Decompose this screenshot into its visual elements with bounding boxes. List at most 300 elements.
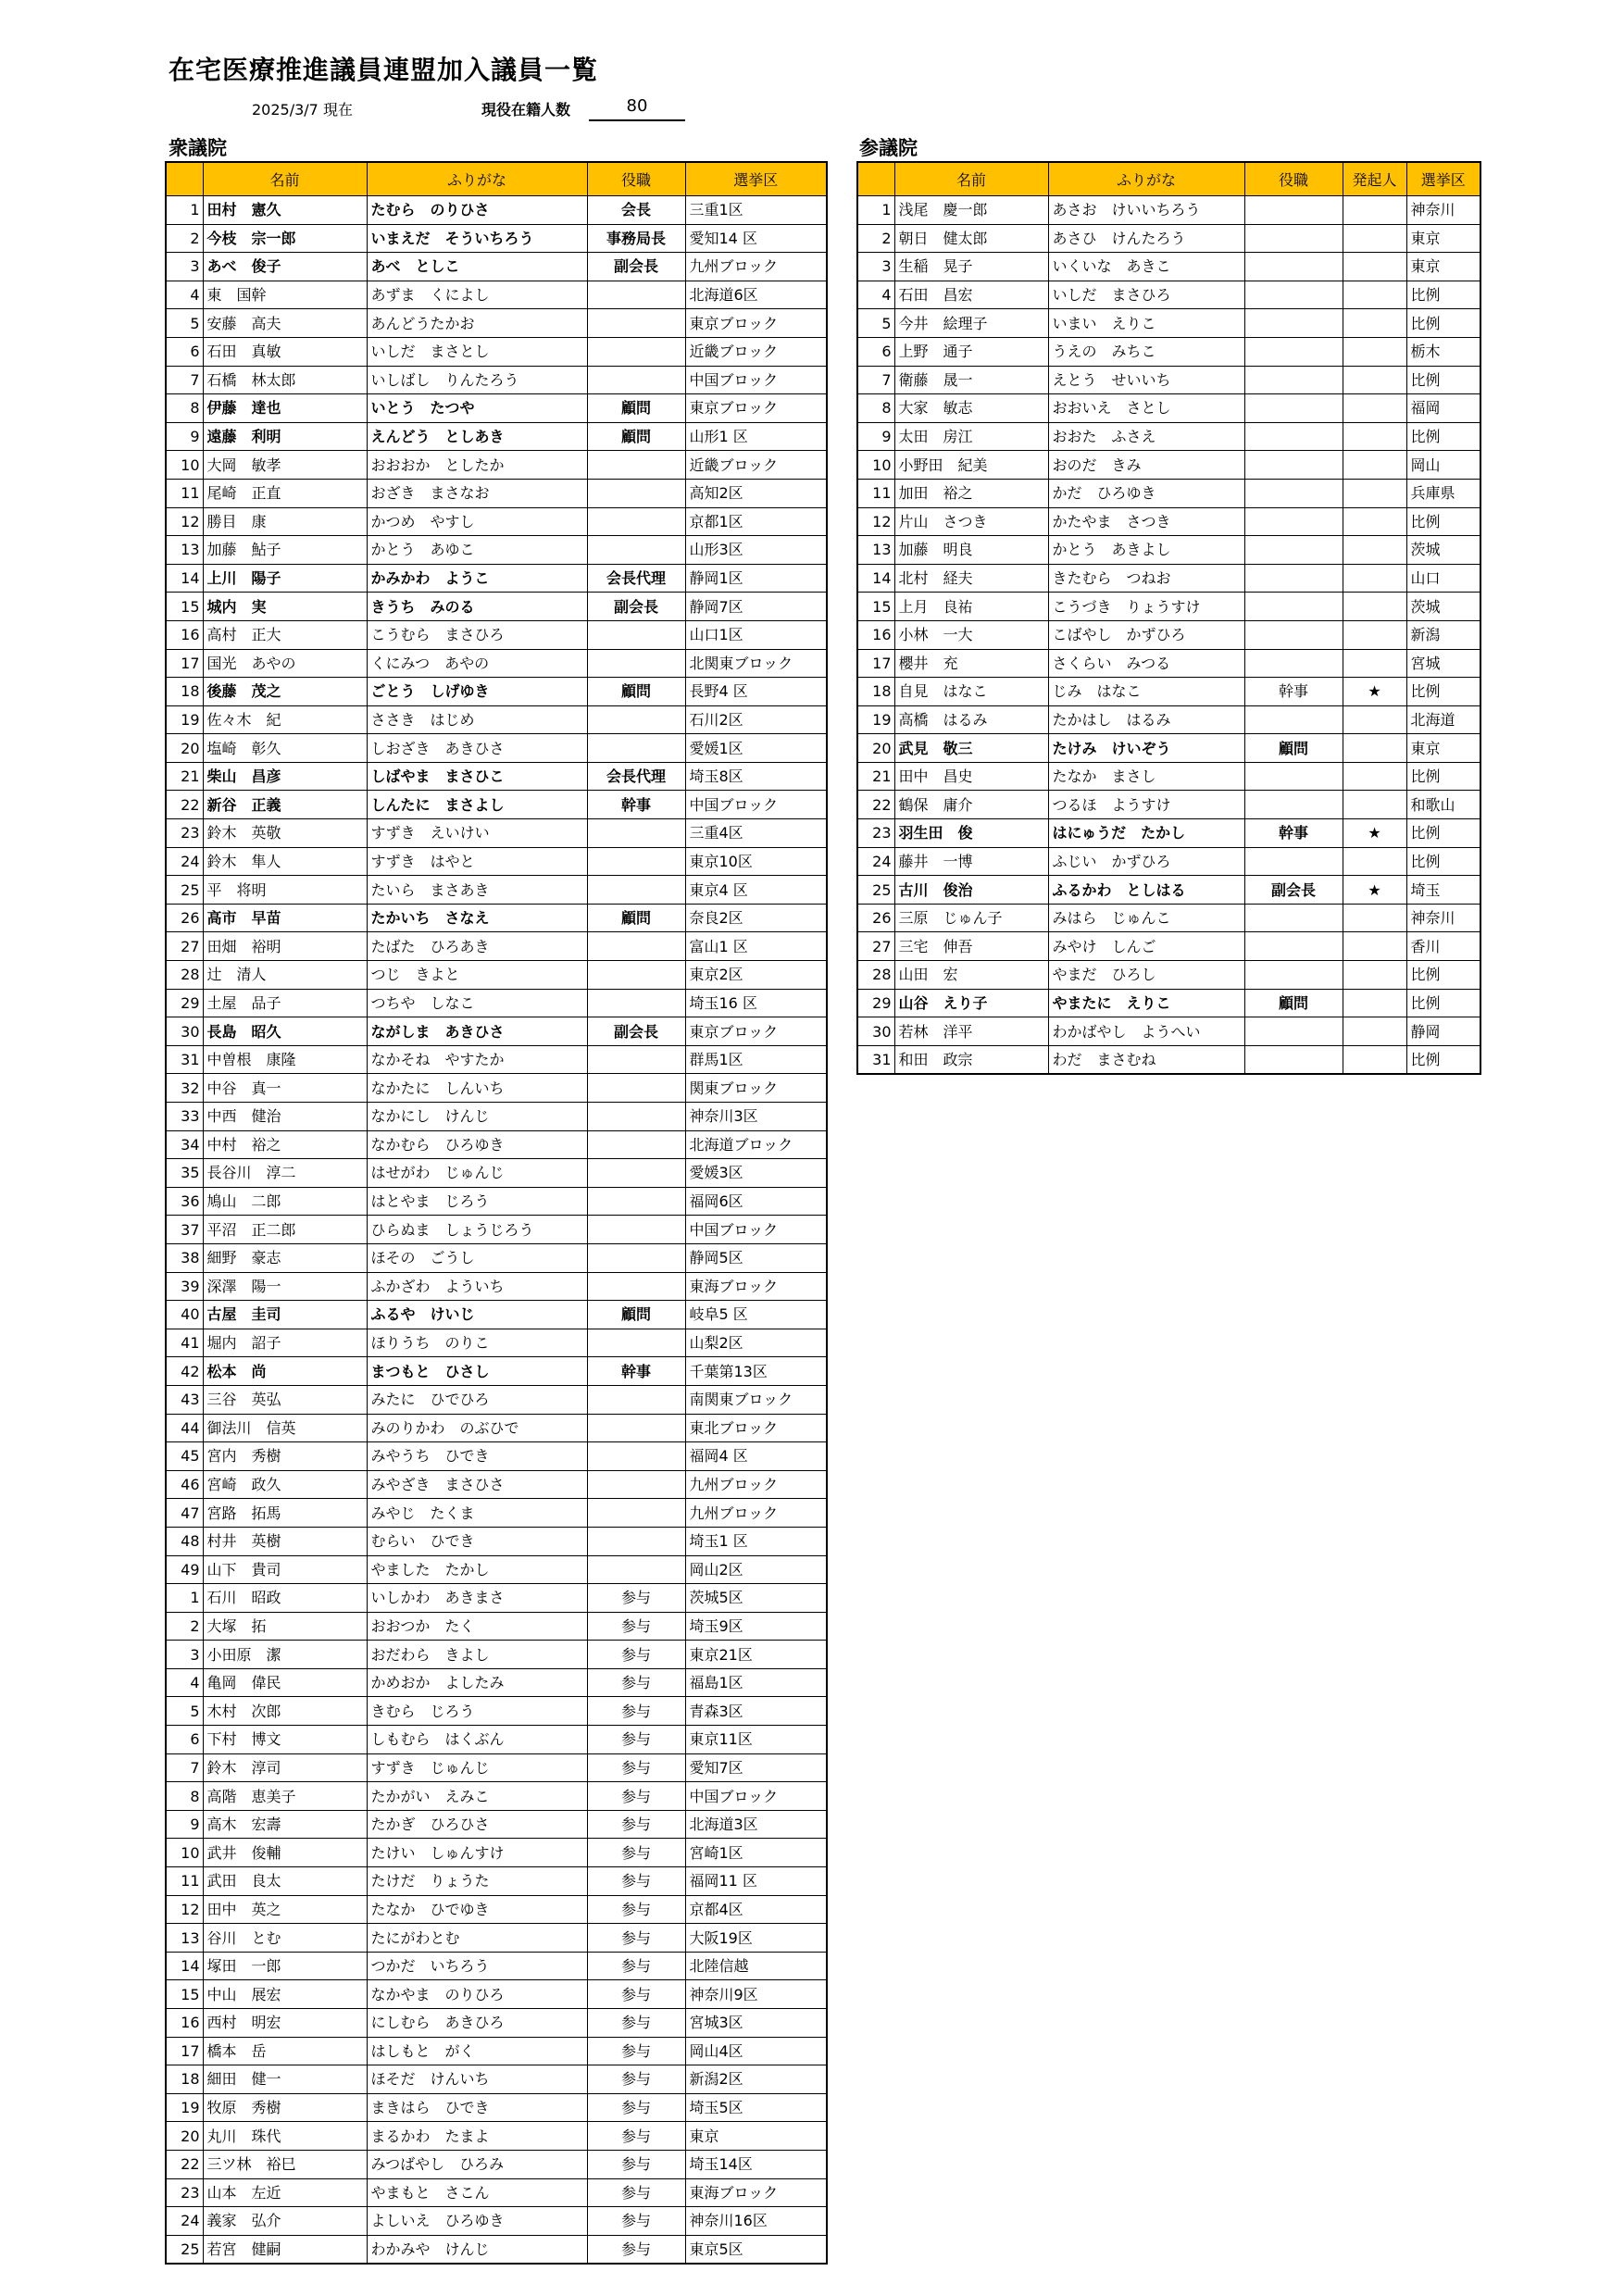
as-of-date: 2025/3/7 現在 <box>252 101 353 119</box>
table-row <box>166 1017 827 1046</box>
cell-name: 塩崎 彰久 <box>203 734 367 763</box>
cell-founder <box>1343 1017 1406 1046</box>
cell-kana: しおざき あきひさ <box>367 734 587 763</box>
cell-name: 上川 陽子 <box>203 564 367 593</box>
cell-role: 参与 <box>587 1612 685 1641</box>
cell-district: 比例 <box>1406 762 1480 791</box>
cell-role: 顧問 <box>587 904 685 932</box>
cell-district: 愛媛3区 <box>685 1159 827 1188</box>
table-row <box>857 394 1480 423</box>
cell-name: 細田 健一 <box>203 2065 367 2094</box>
cell-kana: たなか まさし <box>1048 762 1244 791</box>
cell-name: 櫻井 充 <box>894 649 1048 678</box>
cell-district: 北海道6区 <box>685 281 827 309</box>
cell-role: 会長代理 <box>587 564 685 593</box>
cell-kana: ごとう しげゆき <box>367 678 587 706</box>
cell-role <box>587 1499 685 1528</box>
cell-district: 群馬1区 <box>685 1045 827 1074</box>
cell-district: 神奈川 <box>1406 904 1480 932</box>
cell-no: 7 <box>166 1753 203 1782</box>
cell-kana: みたに ひでひろ <box>367 1385 587 1414</box>
cell-role <box>1244 1045 1343 1074</box>
table-row <box>166 2037 827 2065</box>
cell-no: 16 <box>166 2009 203 2038</box>
cell-name: あべ 俊子 <box>203 253 367 281</box>
cell-district: 静岡7区 <box>685 593 827 621</box>
cell-no: 4 <box>857 281 894 309</box>
cell-district: 埼玉14区 <box>685 2150 827 2178</box>
table-row <box>166 1159 827 1188</box>
cell-name: 武田 良太 <box>203 1867 367 1896</box>
cell-name: 鶴保 庸介 <box>894 791 1048 819</box>
cell-district: 福島1区 <box>685 1668 827 1697</box>
cell-role <box>1244 705 1343 734</box>
cell-no: 27 <box>166 932 203 961</box>
table-row <box>857 989 1480 1017</box>
table-row <box>166 1414 827 1442</box>
table-row <box>857 678 1480 706</box>
table-row <box>166 479 827 507</box>
cell-role <box>587 1470 685 1499</box>
table-row <box>857 819 1480 848</box>
cell-founder <box>1343 224 1406 253</box>
cell-kana: あさお けいいちろう <box>1048 196 1244 225</box>
cell-role <box>587 1555 685 1584</box>
cell-name: 三原 じゅん子 <box>894 904 1048 932</box>
cell-name: 朝日 健太郎 <box>894 224 1048 253</box>
cell-kana: みはら じゅんこ <box>1048 904 1244 932</box>
cell-role: 幹事 <box>1244 819 1343 848</box>
cell-role <box>587 932 685 961</box>
cell-role <box>587 1074 685 1103</box>
cell-name: 石川 昭政 <box>203 1584 367 1613</box>
cell-role <box>1244 620 1343 649</box>
cell-no: 24 <box>857 847 894 876</box>
cell-role <box>1244 847 1343 876</box>
cell-name: 太田 房江 <box>894 422 1048 451</box>
cell-no: 2 <box>166 1612 203 1641</box>
table-row <box>166 2122 827 2151</box>
cell-name: 長谷川 淳二 <box>203 1159 367 1188</box>
table-row <box>166 876 827 905</box>
table-row <box>166 1045 827 1074</box>
cell-kana: くにみつ あやの <box>367 649 587 678</box>
cell-kana: やまたに えりこ <box>1048 989 1244 1017</box>
cell-name: 長島 昭久 <box>203 1017 367 1046</box>
cell-role <box>587 507 685 536</box>
table-row <box>166 1074 827 1103</box>
cell-district: 新潟 <box>1406 620 1480 649</box>
cell-name: 亀岡 偉民 <box>203 1668 367 1697</box>
cell-role: 参与 <box>587 1726 685 1754</box>
cell-district: 東京 <box>1406 253 1480 281</box>
table-row <box>166 1499 827 1528</box>
member-count-value: 80 <box>589 96 685 121</box>
cell-district: 山口1区 <box>685 620 827 649</box>
table-row <box>857 507 1480 536</box>
cell-no: 3 <box>857 253 894 281</box>
cell-district: 比例 <box>1406 507 1480 536</box>
cell-district: 山形3区 <box>685 536 827 565</box>
cell-role: 幹事 <box>587 791 685 819</box>
cell-name: 後藤 茂之 <box>203 678 367 706</box>
cell-no: 4 <box>166 1668 203 1697</box>
cell-district: 静岡5区 <box>685 1243 827 1272</box>
cell-no: 15 <box>857 593 894 621</box>
cell-role: 参与 <box>587 2065 685 2094</box>
cell-name: 山田 宏 <box>894 961 1048 990</box>
cell-role <box>587 366 685 394</box>
cell-role <box>1244 394 1343 423</box>
cell-name: 石田 真敏 <box>203 337 367 366</box>
table-row <box>166 281 827 309</box>
cell-name: 若宮 健嗣 <box>203 2235 367 2264</box>
header-district: 選挙区 <box>685 162 827 196</box>
cell-no: 32 <box>166 1074 203 1103</box>
cell-name: 田畑 裕明 <box>203 932 367 961</box>
cell-district: 愛知7区 <box>685 1753 827 1782</box>
cell-name: 土屋 品子 <box>203 989 367 1017</box>
cell-no: 4 <box>166 281 203 309</box>
cell-role <box>1244 791 1343 819</box>
cell-role <box>1244 904 1343 932</box>
cell-name: 上月 良祐 <box>894 593 1048 621</box>
cell-role: 副会長 <box>1244 876 1343 905</box>
table-row <box>857 281 1480 309</box>
cell-district: 三重4区 <box>685 819 827 848</box>
table-row <box>857 1017 1480 1046</box>
table-row <box>166 1527 827 1555</box>
cell-no: 18 <box>857 678 894 706</box>
cell-district: 東京4 区 <box>685 876 827 905</box>
cell-kana: やまだ ひろし <box>1048 961 1244 990</box>
cell-kana: あさひ けんたろう <box>1048 224 1244 253</box>
cell-founder <box>1343 281 1406 309</box>
cell-district: 九州ブロック <box>685 1470 827 1499</box>
cell-no: 11 <box>166 479 203 507</box>
cell-role <box>587 1159 685 1188</box>
cell-district: 奈良2区 <box>685 904 827 932</box>
cell-kana: えんどう としあき <box>367 422 587 451</box>
table-row <box>857 734 1480 763</box>
cell-name: 大家 敏志 <box>894 394 1048 423</box>
cell-no: 2 <box>166 224 203 253</box>
cell-kana: やました たかし <box>367 1555 587 1584</box>
cell-kana: はしもと がく <box>367 2037 587 2065</box>
table-row <box>166 309 827 338</box>
cell-district: 青森3区 <box>685 1697 827 1726</box>
cell-kana: さくらい みつる <box>1048 649 1244 678</box>
cell-name: 石橋 林太郎 <box>203 366 367 394</box>
table-row <box>166 2065 827 2094</box>
cell-kana: ながしま あきひさ <box>367 1017 587 1046</box>
cell-role <box>587 1329 685 1357</box>
cell-no: 17 <box>166 649 203 678</box>
cell-kana: かとう あきよし <box>1048 536 1244 565</box>
cell-name: 武井 俊輔 <box>203 1839 367 1867</box>
cell-founder <box>1343 479 1406 507</box>
cell-name: 片山 さつき <box>894 507 1048 536</box>
cell-no: 19 <box>166 2093 203 2122</box>
cell-kana: にしむら あきひろ <box>367 2009 587 2038</box>
cell-district: 富山1 区 <box>685 932 827 961</box>
cell-no: 47 <box>166 1499 203 1528</box>
cell-founder <box>1343 422 1406 451</box>
cell-no: 21 <box>166 762 203 791</box>
cell-kana: みやざき まさひさ <box>367 1470 587 1499</box>
cell-no: 14 <box>166 1952 203 1980</box>
cell-no: 30 <box>166 1017 203 1046</box>
table-row <box>857 224 1480 253</box>
cell-role: 参与 <box>587 1924 685 1953</box>
cell-role <box>587 337 685 366</box>
cell-district: 南関東ブロック <box>685 1385 827 1414</box>
cell-kana: まきはら ひでき <box>367 2093 587 2122</box>
cell-district: 北海道 <box>1406 705 1480 734</box>
cell-role <box>587 847 685 876</box>
cell-district: 福岡11 区 <box>685 1867 827 1896</box>
cell-founder <box>1343 620 1406 649</box>
cell-name: 城内 実 <box>203 593 367 621</box>
table-row <box>166 734 827 763</box>
cell-role: 参与 <box>587 1697 685 1726</box>
cell-district: 比例 <box>1406 847 1480 876</box>
cell-no: 19 <box>857 705 894 734</box>
cell-name: 丸川 珠代 <box>203 2122 367 2151</box>
cell-district: 北関東ブロック <box>685 649 827 678</box>
cell-kana: あずま くによし <box>367 281 587 309</box>
cell-no: 5 <box>166 1697 203 1726</box>
cell-kana: なかむら ひろゆき <box>367 1130 587 1159</box>
cell-name: 平 将明 <box>203 876 367 905</box>
cell-no: 23 <box>166 819 203 848</box>
cell-role <box>587 620 685 649</box>
table-row <box>166 2009 827 2038</box>
cell-no: 39 <box>166 1272 203 1301</box>
cell-kana: はせがわ じゅんじ <box>367 1159 587 1188</box>
cell-no: 31 <box>166 1045 203 1074</box>
cell-name: 国光 あやの <box>203 649 367 678</box>
cell-name: 深澤 陽一 <box>203 1272 367 1301</box>
cell-kana: なかそね やすたか <box>367 1045 587 1074</box>
cell-name: 遠藤 利明 <box>203 422 367 451</box>
cell-name: 中谷 真一 <box>203 1074 367 1103</box>
table-row <box>857 876 1480 905</box>
cell-no: 3 <box>166 1641 203 1669</box>
cell-role: 幹事 <box>1244 678 1343 706</box>
cell-role <box>1244 649 1343 678</box>
cell-kana: はにゅうだ たかし <box>1048 819 1244 848</box>
table-row <box>166 1782 827 1811</box>
cell-no: 7 <box>166 366 203 394</box>
table-row <box>857 451 1480 480</box>
cell-no: 17 <box>166 2037 203 2065</box>
cell-role <box>1244 1017 1343 1046</box>
cell-district: 栃木 <box>1406 337 1480 366</box>
cell-no: 10 <box>166 451 203 480</box>
table-row <box>166 1555 827 1584</box>
table-row <box>857 762 1480 791</box>
table-row <box>857 253 1480 281</box>
cell-kana: すずき えいけい <box>367 819 587 848</box>
cell-no: 31 <box>857 1045 894 1074</box>
table-row <box>857 1045 1480 1074</box>
table-row <box>857 196 1480 225</box>
cell-founder <box>1343 649 1406 678</box>
cell-founder <box>1343 394 1406 423</box>
cell-name: 宮崎 政久 <box>203 1470 367 1499</box>
cell-founder <box>1343 847 1406 876</box>
cell-role: 顧問 <box>1244 989 1343 1017</box>
cell-no: 12 <box>857 507 894 536</box>
cell-district: 埼玉16 区 <box>685 989 827 1017</box>
table-row <box>857 479 1480 507</box>
cell-founder <box>1343 564 1406 593</box>
cell-name: 今枝 宗一郎 <box>203 224 367 253</box>
header-name: 名前 <box>894 162 1048 196</box>
cell-role: 参与 <box>587 2178 685 2207</box>
cell-founder <box>1343 791 1406 819</box>
table-row <box>166 1272 827 1301</box>
cell-name: 大岡 敏孝 <box>203 451 367 480</box>
cell-no: 16 <box>166 620 203 649</box>
cell-district: 福岡 <box>1406 394 1480 423</box>
sangiin-member-table <box>856 161 1481 1075</box>
cell-founder <box>1343 762 1406 791</box>
cell-district: 神奈川 <box>1406 196 1480 225</box>
cell-role <box>1244 762 1343 791</box>
cell-kana: かみかわ ようこ <box>367 564 587 593</box>
cell-kana: うえの みちこ <box>1048 337 1244 366</box>
cell-name: 佐々木 紀 <box>203 705 367 734</box>
cell-district: 九州ブロック <box>685 1499 827 1528</box>
cell-no: 11 <box>166 1867 203 1896</box>
cell-role: 顧問 <box>587 422 685 451</box>
cell-name: 北村 経夫 <box>894 564 1048 593</box>
cell-kana: えとう せいいち <box>1048 366 1244 394</box>
cell-name: 古川 俊治 <box>894 876 1048 905</box>
cell-district: 新潟2区 <box>685 2065 827 2094</box>
cell-no: 19 <box>166 705 203 734</box>
cell-district: 東京11区 <box>685 1726 827 1754</box>
cell-district: 北海道3区 <box>685 1810 827 1839</box>
cell-role: 参与 <box>587 1668 685 1697</box>
cell-name: 高階 恵美子 <box>203 1782 367 1811</box>
table-row <box>166 1810 827 1839</box>
cell-name: 今井 絵理子 <box>894 309 1048 338</box>
cell-district: 比例 <box>1406 309 1480 338</box>
cell-district: 埼玉5区 <box>685 2093 827 2122</box>
table-row <box>166 1980 827 2009</box>
cell-name: 加藤 明良 <box>894 536 1048 565</box>
table-row <box>166 678 827 706</box>
cell-kana: しもむら はくぶん <box>367 1726 587 1754</box>
cell-role: 参与 <box>587 1895 685 1924</box>
cell-name: 中山 展宏 <box>203 1980 367 2009</box>
table-row <box>857 620 1480 649</box>
cell-role <box>587 876 685 905</box>
table-row <box>166 536 827 565</box>
table-row <box>857 309 1480 338</box>
cell-district: 東京ブロック <box>685 309 827 338</box>
cell-name: 和田 政宗 <box>894 1045 1048 1074</box>
cell-founder <box>1343 932 1406 961</box>
cell-no: 25 <box>166 876 203 905</box>
cell-kana: いしだ まさひろ <box>1048 281 1244 309</box>
cell-name: 橋本 岳 <box>203 2037 367 2065</box>
cell-no: 15 <box>166 1980 203 2009</box>
cell-no: 33 <box>166 1103 203 1131</box>
cell-name: 加田 裕之 <box>894 479 1048 507</box>
cell-name: 堀内 詔子 <box>203 1329 367 1357</box>
cell-kana: わだ まさむね <box>1048 1045 1244 1074</box>
cell-district: 山形1 区 <box>685 422 827 451</box>
sangiin-section-title: 参議院 <box>859 137 918 159</box>
table-row <box>166 507 827 536</box>
cell-district: 千葉第13区 <box>685 1357 827 1386</box>
cell-role <box>587 1045 685 1074</box>
cell-name: 三谷 英弘 <box>203 1385 367 1414</box>
cell-no: 21 <box>857 762 894 791</box>
cell-district: 東京 <box>1406 734 1480 763</box>
cell-district: 宮城3区 <box>685 2009 827 2038</box>
cell-kana: かだ ひろゆき <box>1048 479 1244 507</box>
cell-no: 8 <box>166 1782 203 1811</box>
cell-no: 36 <box>166 1187 203 1216</box>
cell-no: 15 <box>166 593 203 621</box>
cell-name: 田中 英之 <box>203 1895 367 1924</box>
cell-kana: じみ はなこ <box>1048 678 1244 706</box>
cell-role <box>587 1243 685 1272</box>
table-header-row <box>166 162 827 196</box>
cell-role <box>587 1130 685 1159</box>
cell-role: 顧問 <box>1244 734 1343 763</box>
header-no <box>857 162 894 196</box>
cell-role <box>587 1187 685 1216</box>
cell-district: 比例 <box>1406 422 1480 451</box>
table-row <box>857 422 1480 451</box>
cell-kana: たかいち さなえ <box>367 904 587 932</box>
cell-kana: たばた ひろあき <box>367 932 587 961</box>
cell-founder: ★ <box>1343 876 1406 905</box>
cell-name: 古屋 圭司 <box>203 1301 367 1329</box>
cell-role <box>587 989 685 1017</box>
cell-kana: きうち みのる <box>367 593 587 621</box>
cell-no: 22 <box>166 2150 203 2178</box>
cell-role: 参与 <box>587 1782 685 1811</box>
cell-name: 鳩山 二郎 <box>203 1187 367 1216</box>
cell-district: 福岡4 区 <box>685 1442 827 1471</box>
cell-name: 中曽根 康隆 <box>203 1045 367 1074</box>
cell-role <box>587 1414 685 1442</box>
cell-role: 幹事 <box>587 1357 685 1386</box>
cell-no: 22 <box>166 791 203 819</box>
cell-no: 25 <box>857 876 894 905</box>
cell-district: 東京 <box>685 2122 827 2151</box>
cell-role <box>1244 309 1343 338</box>
cell-district: 埼玉 <box>1406 876 1480 905</box>
cell-name: 衛藤 晟一 <box>894 366 1048 394</box>
cell-founder <box>1343 734 1406 763</box>
cell-kana: あんどうたかお <box>367 309 587 338</box>
cell-kana: ほりうち のりこ <box>367 1329 587 1357</box>
cell-role <box>587 705 685 734</box>
cell-district: 東京10区 <box>685 847 827 876</box>
cell-district: 神奈川3区 <box>685 1103 827 1131</box>
cell-district: 比例 <box>1406 819 1480 848</box>
cell-district: 高知2区 <box>685 479 827 507</box>
cell-kana: ふるかわ としはる <box>1048 876 1244 905</box>
